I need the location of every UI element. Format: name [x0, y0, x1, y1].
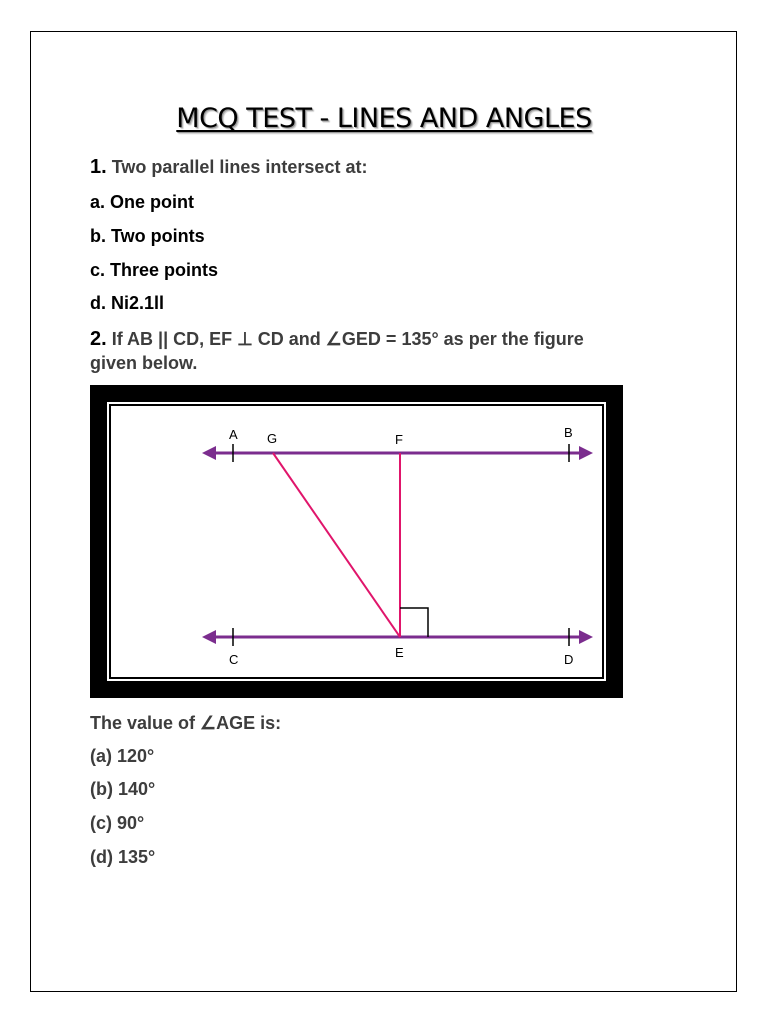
answer-c: (c) 90° [90, 813, 145, 833]
label-c: C [229, 652, 239, 667]
answer-b: (b) 140° [90, 779, 156, 799]
arrow-cd-left [202, 630, 216, 644]
arrow-ab-left [202, 446, 216, 460]
q1-option-c: c. Three points [90, 260, 219, 280]
label-g: G [267, 431, 278, 446]
q1-option-b: b. Two points [90, 226, 205, 246]
answer-d: (d) 135° [90, 847, 156, 867]
page-title: MCQ TEST - LINES AND ANGLES [176, 103, 592, 134]
question-2-text: If AB || CD, EF ⊥ CD and ∠GED = 135° as per the figure [111, 329, 584, 349]
arrow-ab-right [579, 446, 593, 460]
segment-ge [273, 453, 400, 637]
label-d: D [564, 652, 574, 667]
question-2-text-cont: given below. [90, 353, 198, 373]
geometry-figure [90, 385, 623, 698]
q1-option-d: d. Ni2.1ll [90, 293, 165, 313]
question-1-number: 1. [90, 156, 107, 178]
label-e: E [395, 645, 404, 660]
question-1 [90, 156, 367, 179]
question-2-prompt: The value of ∠AGE is: [90, 713, 282, 733]
label-a: A [229, 427, 238, 442]
label-f: F [395, 432, 403, 447]
q1-option-a: a. One point [90, 192, 195, 212]
question-2 [90, 328, 584, 351]
label-b: B [564, 425, 573, 440]
right-angle-marker [400, 608, 428, 637]
question-2-number: 2. [90, 328, 107, 350]
arrow-cd-right [579, 630, 593, 644]
answer-a: (a) 120° [90, 746, 155, 766]
figure-frame [90, 385, 623, 698]
question-1-text: Two parallel lines intersect at: [111, 157, 368, 177]
